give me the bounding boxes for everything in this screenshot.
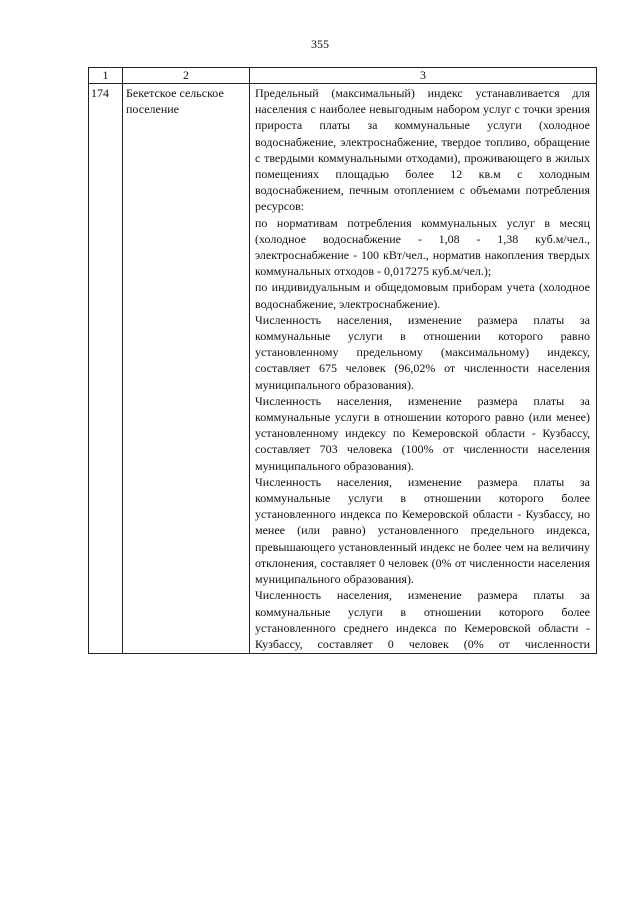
paragraph-population-above-regional-index: Численность населения, изменение размера платы за коммунальные услуги в отношении которого более установленного индекса по Кемеровской области - Кузбассу, но менее (или равно) установленного предельного индекса, превышающего установленный индекс не более чем на величину отклонения, составляет 0 человек (0% от численности населения муниципального образования). xyxy=(255,474,590,587)
tariff-index-table xyxy=(88,67,597,654)
table-row xyxy=(89,84,597,654)
municipality-name: Бекетское сельское поселение xyxy=(123,84,250,654)
column-header-1: 1 xyxy=(89,68,123,84)
paragraph-population-below-regional-index: Численность населения, изменение размера платы за коммунальные услуги в отношении которого равно (или менее) установленному индексу по Кемеровской области - Кузбассу, составляет 703 человека (100% от численности населения муниципального образования). xyxy=(255,393,590,473)
page-number: 355 xyxy=(311,37,329,51)
paragraph-consumption-norms: по нормативам потребления коммунальных услуг в месяц (холодное водоснабжение - 1,08 - 1,38 куб.м/чел., электроснабжение - 100 кВт/чел., норматив накопления твердых коммунальных отходов - 0,017275 куб.м/чел.); xyxy=(255,215,590,279)
paragraph-index-definition: Предельный (максимальный) индекс устанавливается для населения с наиболее невыгодным набором услуг с точки зрения прироста платы за коммунальные услуги (холодное водоснабжение, электроснабжение, твердое топливо, обращение с твердыми коммунальными отходами), проживающего в жилых помещениях площадью более 12 кв.м с холодным водоснабжением, печным отоплением с объемами потребления ресурсов: xyxy=(255,86,590,214)
column-header-2: 2 xyxy=(123,68,250,84)
paragraph-population-equal-max-index: Численность населения, изменение размера платы за коммунальные услуги в отношении которого равно установленному предельному (максимальному) индексу, составляет 675 человек (96,02% от численности населения муниципального образования). xyxy=(255,312,590,392)
column-header-3: 3 xyxy=(250,68,597,84)
table-header-row xyxy=(89,68,597,84)
description-cell xyxy=(250,84,597,654)
paragraph-metering-devices: по индивидуальным и общедомовым приборам учета (холодное водоснабжение, электроснабжение). xyxy=(255,280,590,311)
paragraph-population-above-average-index: Численность населения, изменение размера платы за коммунальные услуги в отношении которого более установленного среднего индекса по Кемеровской области - Кузбассу, составляет 0 человек (0% от численности xyxy=(255,588,590,651)
row-number: 174 xyxy=(89,84,123,654)
